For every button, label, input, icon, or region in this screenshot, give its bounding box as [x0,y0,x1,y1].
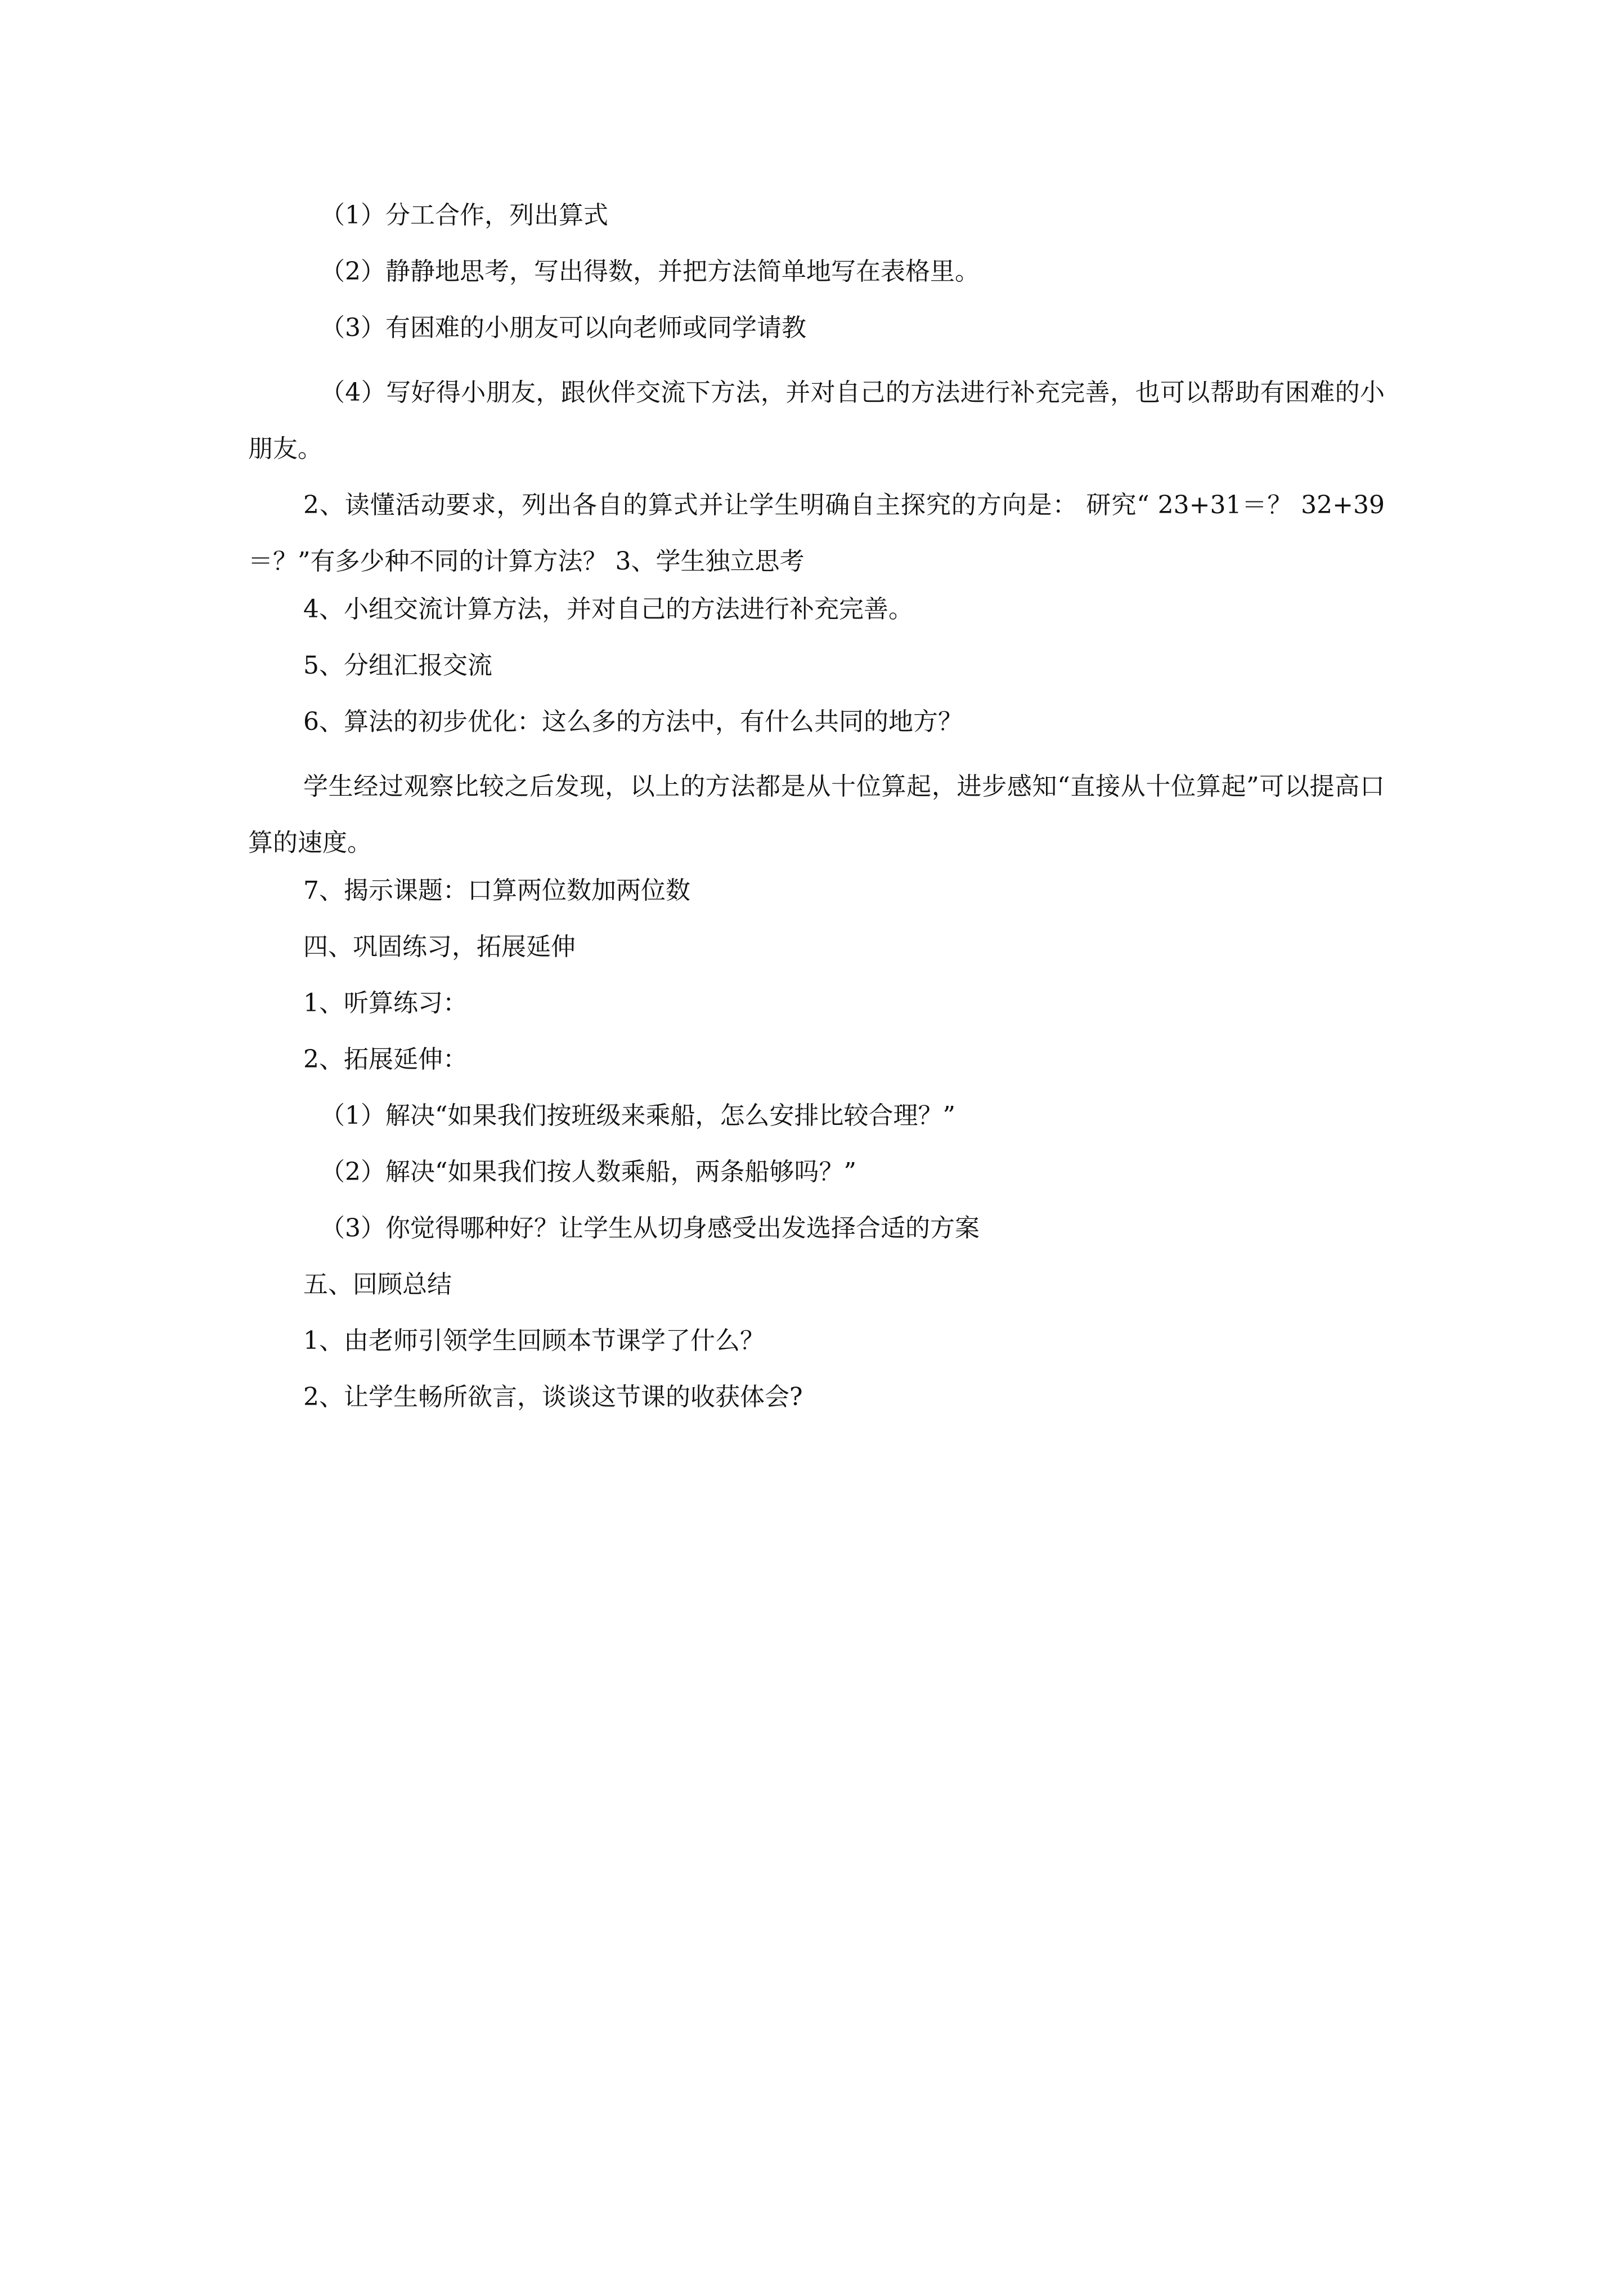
document-body [248,196,1385,1434]
paragraph-5: 2、读懂活动要求，列出各自的算式并让学生明确自主探究的方向是： 研究“ 23+31＝？ 32+39＝？”有多少种不同的计算方法？ 3、学生独立思考 [248,491,1385,576]
paragraph-18: 1、由老师引领学生回顾本节课学了什么？ [303,1326,765,1355]
paragraph-16: （3）你觉得哪种好？让学生从切身感受出发选择合适的方案 [320,1214,980,1243]
paragraph-14: （1）解决“如果我们按班级来乘船，怎么安排比较合理？” [320,1101,955,1130]
paragraph-8: 6、算法的初步优化：这么多的方法中，有什么共同的地方？ [303,707,963,736]
paragraph-12: 1、听算练习： [303,989,468,1017]
paragraph-6: 4、小组交流计算方法，并对自己的方法进行补充完善。 [303,595,913,624]
paragraph-4: （4）写好得小朋友，跟伙伴交流下方法，并对自己的方法进行补充完善，也可以帮助有困难的小朋友。 [248,378,1385,463]
paragraph-19: 2、让学生畅所欲言，谈谈这节课的收获体会? [303,1383,803,1411]
paragraph-10: 7、揭示课题：口算两位数加两位数 [303,876,690,905]
paragraph-15: （2）解决“如果我们按人数乘船，两条船够吗？” [320,1158,856,1186]
section-heading-review: 五、回顾总结 [303,1270,452,1299]
section-heading-consolidate: 四、巩固练习，拓展延伸 [303,932,576,961]
paragraph-7: 5、分组汇报交流 [303,651,492,680]
paragraph-9: 学生经过观察比较之后发现，以上的方法都是从十位算起，进步感知“直接从十位算起”可以提高口算的速度。 [248,772,1385,857]
paragraph-3: （3）有困难的小朋友可以向老师或同学请教 [320,313,806,342]
paragraph-1: （1）分工合作，列出算式 [320,201,608,230]
paragraph-2: （2）静静地思考，写出得数，并把方法简单地写在表格里。 [320,257,980,286]
paragraph-13: 2、拓展延伸： [303,1045,468,1074]
